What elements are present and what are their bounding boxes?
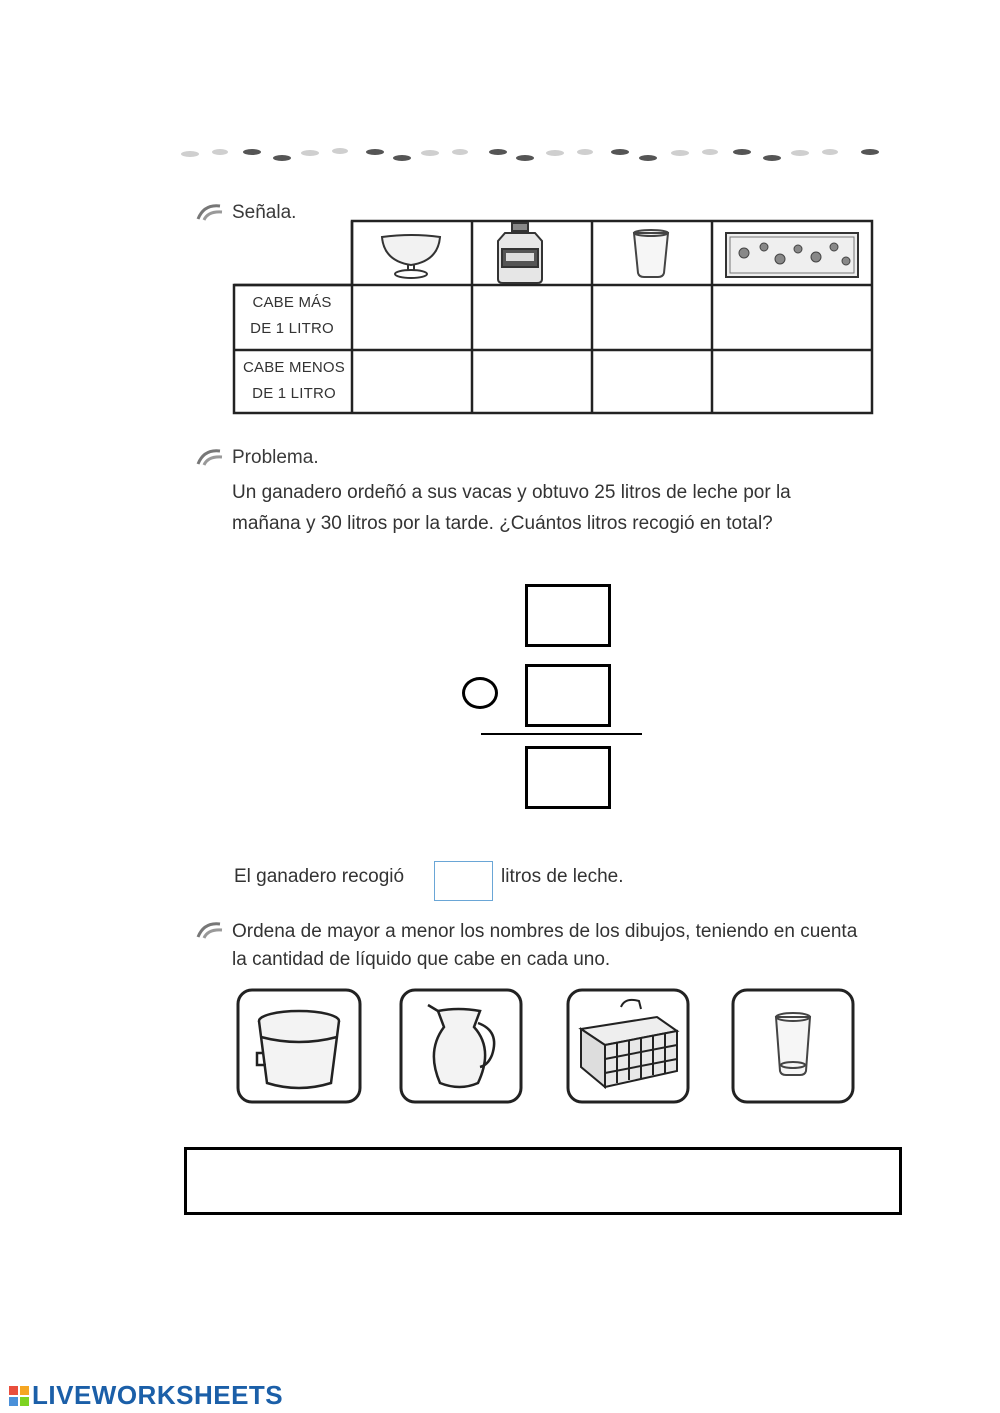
answer-sentence-suffix: litros de leche. <box>501 866 624 887</box>
bottle-icon <box>498 223 542 283</box>
cell-less-glass[interactable] <box>594 352 710 413</box>
operator-circle[interactable] <box>462 677 498 709</box>
row-label-less-than-1-liter: CABE MENOS DE 1 LITRO <box>242 359 346 402</box>
problem-statement: Un ganadero ordeñó a sus vacas y obtuvo 25 litros de leche por la mañana y 30 litros por la tarde. ¿Cuántos litros recogió en total? <box>232 482 791 534</box>
jug-icon <box>398 987 524 1105</box>
addend-1-box[interactable] <box>525 584 611 647</box>
order-instruction: Ordena de mayor a menor los nombres de los dibujos, teniendo en cuenta la cantidad de líquido que cabe en cada uno. <box>232 921 858 970</box>
cell-more-aquarium[interactable] <box>714 287 870 348</box>
exercise-bullet-icon <box>196 920 224 940</box>
exercise-bullet-icon <box>196 447 224 467</box>
cell-less-aquarium[interactable] <box>714 352 870 413</box>
result-box[interactable] <box>525 746 611 809</box>
liveworksheets-grid-icon <box>8 1385 30 1407</box>
decorative-dotted-divider <box>180 140 880 170</box>
cell-more-glass[interactable] <box>594 287 710 348</box>
cell-less-bottle[interactable] <box>474 352 590 413</box>
bowl-icon <box>382 235 440 278</box>
bathtub-icon <box>565 987 691 1105</box>
cell-less-bowl[interactable] <box>354 352 470 413</box>
aquarium-icon <box>726 233 858 277</box>
row-label-more-than-1-liter: CABE MÁS DE 1 LITRO <box>250 294 334 337</box>
order-answer-box[interactable] <box>184 1147 902 1215</box>
answer-liters-input[interactable] <box>434 861 493 901</box>
cell-more-bottle[interactable] <box>474 287 590 348</box>
section-title-problema: Problema. <box>232 447 319 468</box>
addend-2-box[interactable] <box>525 664 611 727</box>
brand-name: LIVEWORKSHEETS <box>32 1380 284 1410</box>
answer-sentence-prefix: El ganadero recogió <box>234 866 405 887</box>
glass-icon <box>634 230 668 277</box>
exercise-bullet-icon <box>196 202 224 222</box>
sum-line <box>481 733 642 735</box>
section-title-senala: Señala. <box>232 202 297 223</box>
bucket-icon <box>235 987 363 1105</box>
glass-icon <box>730 987 856 1105</box>
cell-more-bowl[interactable] <box>354 287 470 348</box>
liveworksheets-logo[interactable] <box>8 1380 283 1411</box>
